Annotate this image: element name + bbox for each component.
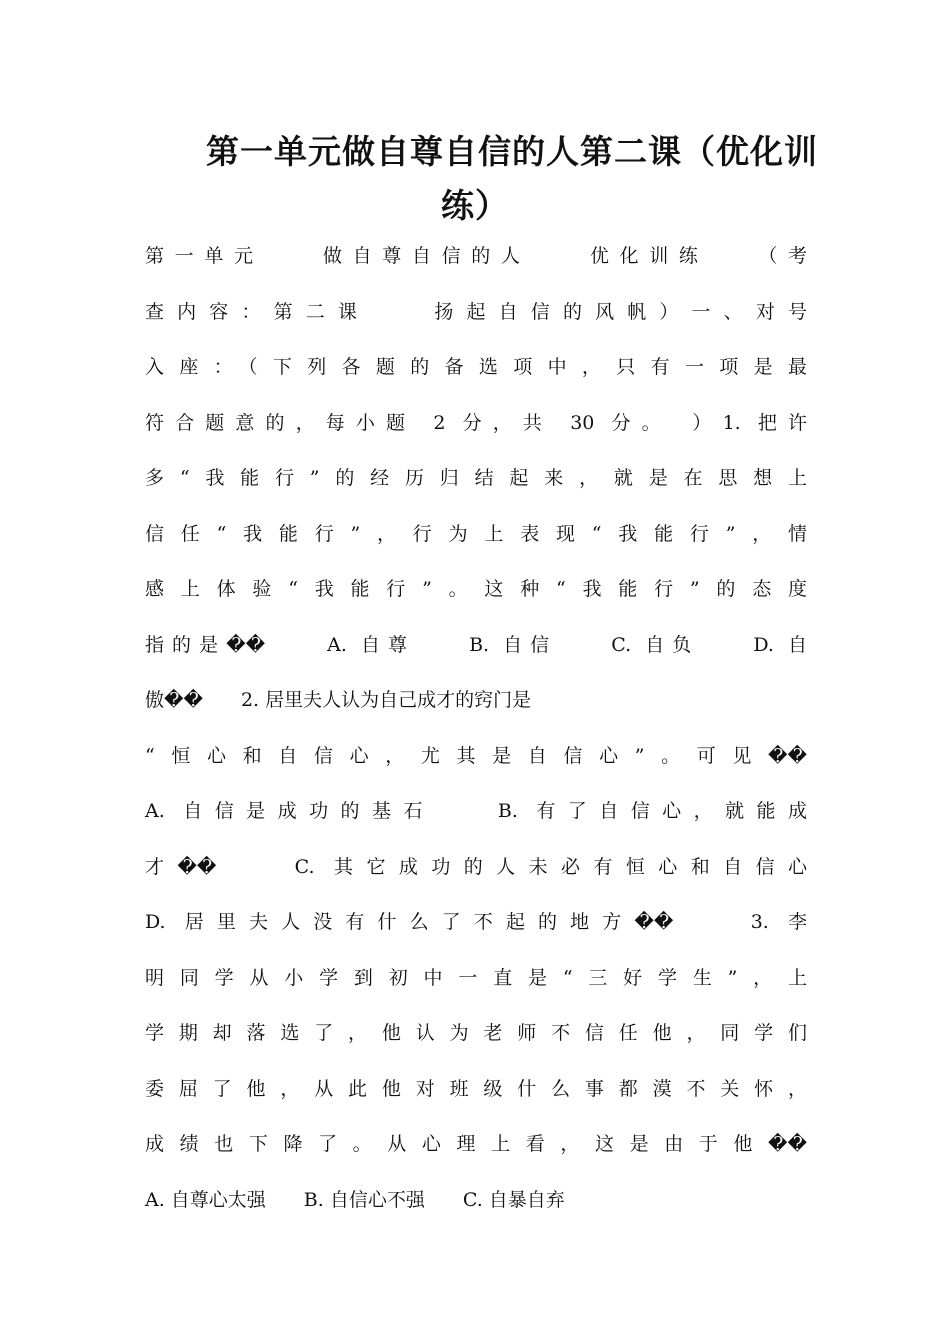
body-line: 感上体验“我能行”。这种“我能行”的态度 — [145, 578, 807, 600]
body-line: 第一单元 做自尊自信的人 优化训练 （考 — [145, 245, 807, 267]
body-line: 傲�� 2. 居里夫人认为自己成才的窍门是 — [145, 689, 532, 711]
body-line: 信任“我能行”，行为上表现“我能行”，情 — [145, 523, 807, 545]
body-line: 成绩也下降了。从心理上看，这是由于他�� — [145, 1133, 807, 1155]
body-line: 多“我能行”的经历归结起来，就是在思想上 — [145, 467, 807, 489]
body-line: A. 自信是成功的基石 B. 有了自信心，就能成 — [145, 800, 807, 822]
body-line: A. 自尊心太强 B. 自信心不强 C. 自暴自弃 — [145, 1189, 565, 1211]
document-title-line-2: 练） — [441, 186, 509, 225]
document-title-line-1: 第一单元做自尊自信的人第二课（优化训 — [206, 132, 818, 171]
body-line: “恒心和自信心，尤其是自信心”。可见�� — [145, 745, 807, 767]
body-line: D. 居里夫人没有什么了不起的地方�� 3. 李 — [145, 911, 807, 933]
body-line: 委屈了他，从此他对班级什么事都漠不关怀， — [145, 1078, 807, 1100]
body-line: 指的是�� A. 自尊 B. 自信 C. 自负 D. 自 — [145, 634, 807, 656]
body-line: 学期却落选了，他认为老师不信任他，同学们 — [145, 1022, 807, 1044]
body-line: 才�� C. 其它成功的人未必有恒心和自信心 — [145, 856, 807, 878]
body-line: 入座：（下列各题的备选项中，只有一项是最 — [145, 356, 807, 378]
body-line: 符合题意的，每小题 2 分，共 30 分。 ）1. 把许 — [145, 412, 807, 434]
body-line: 明同学从小学到初中一直是“三好学生”，上 — [145, 967, 807, 989]
body-line: 查内容：第二课 扬起自信的风帆）一、对号 — [145, 301, 807, 323]
